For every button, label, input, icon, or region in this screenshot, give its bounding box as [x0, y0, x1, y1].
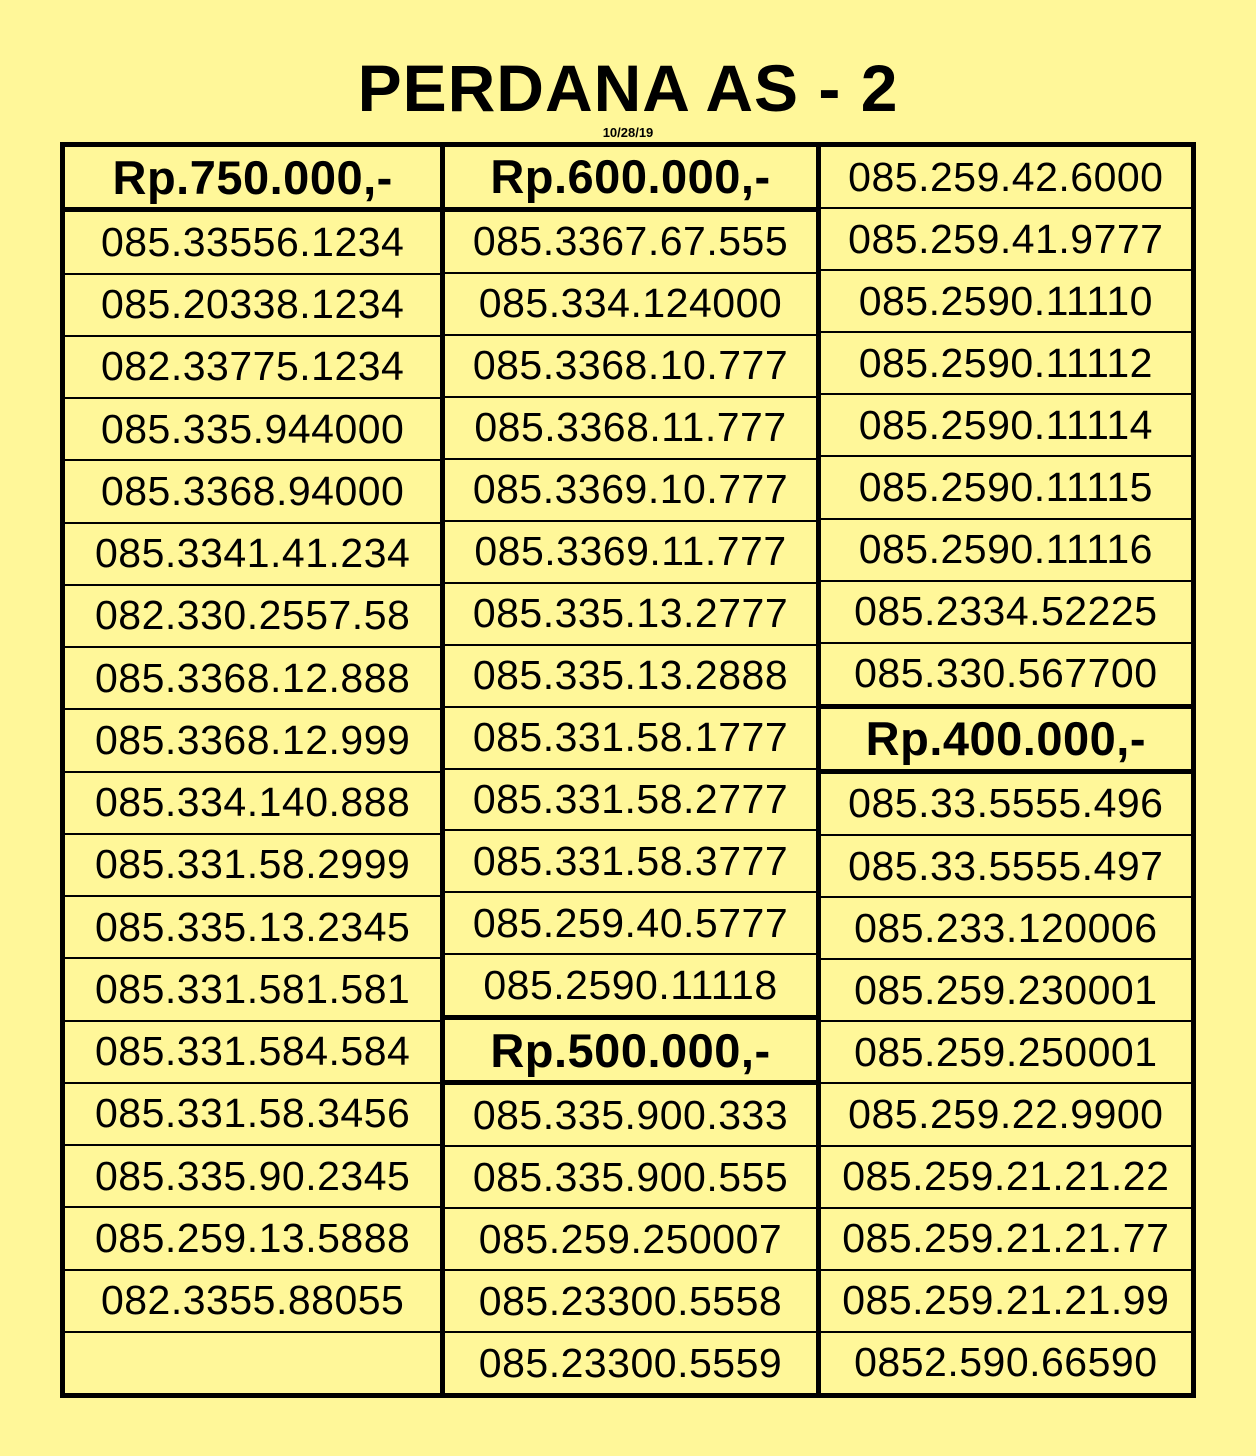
- phone-number-cell: 082.33775.1234: [65, 337, 440, 399]
- phone-number-cell: 082.330.2557.58: [65, 586, 440, 648]
- phone-number-cell: 085.3369.11.777: [445, 522, 815, 584]
- phone-number-cell: 085.335.13.2888: [445, 646, 815, 708]
- phone-number-cell: 082.3355.88055: [65, 1271, 440, 1333]
- phone-number-cell: 085.259.21.21.22: [821, 1147, 1191, 1209]
- phone-number-cell: 085.331.58.3456: [65, 1084, 440, 1146]
- phone-number-cell: 085.331.581.581: [65, 959, 440, 1021]
- phone-number-cell: 085.33.5555.497: [821, 836, 1191, 898]
- price-header: Rp.750.000,-: [65, 147, 440, 212]
- phone-number-cell: 085.3368.12.999: [65, 710, 440, 772]
- page-title: PERDANA AS - 2: [357, 51, 899, 125]
- phone-number-cell: 085.334.124000: [445, 274, 815, 336]
- phone-number-cell: 085.335.13.2777: [445, 584, 815, 646]
- phone-number-cell: 0852.590.66590: [854, 1339, 1158, 1386]
- price-list-table: [60, 142, 1196, 1398]
- phone-number-cell: 085.3368.94000: [65, 461, 440, 523]
- phone-number-cell: 085.330.567700: [821, 644, 1191, 706]
- phone-number-cell: 085.3341.41.234: [65, 524, 440, 586]
- phone-number-cell: 085.335.900.333: [445, 1085, 815, 1147]
- phone-number-cell: 085.259.250001: [821, 1022, 1191, 1084]
- phone-number-cell: 085.2590.11118: [445, 955, 815, 1017]
- empty-cell: [65, 1333, 440, 1393]
- phone-number-cell: 085.335.90.2345: [65, 1146, 440, 1208]
- price-header: Rp.400.000,-: [821, 706, 1191, 774]
- phone-number-cell: 085.2334.52225: [821, 582, 1191, 644]
- phone-number-cell: 085.259.250007: [445, 1209, 815, 1271]
- phone-number-cell: 085.259.21.21.77: [821, 1209, 1191, 1271]
- phone-number-cell: 085.3368.10.777: [445, 336, 815, 398]
- column-3: [816, 147, 1191, 1393]
- phone-number-cell: 085.33556.1234: [65, 212, 440, 274]
- date-label: 10/28/19: [602, 125, 654, 140]
- phone-number-cell: 085.2590.11115: [821, 457, 1191, 519]
- column-2: [440, 147, 815, 1393]
- phone-number-cell: 085.331.58.1777: [445, 708, 815, 770]
- phone-number-cell: 085.3367.67.555: [445, 212, 815, 274]
- phone-number-cell: 085.3368.11.777: [445, 398, 815, 460]
- phone-number-cell: 085.3368.12.888: [65, 648, 440, 710]
- phone-number-cell: 085.23300.5558: [445, 1271, 815, 1333]
- price-header: Rp.500.000,-: [445, 1017, 815, 1085]
- phone-number-cell: 085.2590.11112: [821, 333, 1191, 395]
- phone-number-cell: 085.233.120006: [821, 898, 1191, 960]
- phone-number-cell: 085.331.584.584: [65, 1022, 440, 1084]
- phone-number-cell: 085.23300.5559: [478, 1339, 783, 1386]
- phone-number-cell: 085.2590.11116: [821, 520, 1191, 582]
- phone-number-cell: 085.331.58.2999: [65, 835, 440, 897]
- phone-number-cell: 085.33.5555.496: [821, 774, 1191, 836]
- phone-number-cell: 085.331.58.3777: [445, 831, 815, 893]
- phone-number-cell: 085.20338.1234: [65, 275, 440, 337]
- phone-number-cell: 085.259.40.5777: [445, 893, 815, 955]
- price-header: Rp.600.000,-: [445, 147, 815, 212]
- phone-number-cell: 085.3369.10.777: [445, 460, 815, 522]
- phone-number-cell: 085.259.21.21.99: [821, 1271, 1191, 1333]
- phone-number-cell: 085.259.13.5888: [65, 1208, 440, 1270]
- phone-number-cell: 085.331.58.2777: [445, 770, 815, 832]
- phone-number-cell: 085.259.42.6000: [821, 147, 1191, 209]
- phone-number-cell: 085.259.230001: [821, 960, 1191, 1022]
- column-1: [65, 147, 440, 1393]
- phone-number-cell: 085.2590.11114: [821, 395, 1191, 457]
- phone-number-cell: 085.259.22.9900: [821, 1084, 1191, 1146]
- phone-number-cell: 085.335.944000: [65, 399, 440, 461]
- phone-number-cell: 085.334.140.888: [65, 773, 440, 835]
- phone-number-cell: 085.335.900.555: [445, 1147, 815, 1209]
- phone-number-cell: 085.2590.11110: [821, 271, 1191, 333]
- phone-number-cell: 085.335.13.2345: [65, 897, 440, 959]
- phone-number-cell: 085.259.41.9777: [821, 209, 1191, 271]
